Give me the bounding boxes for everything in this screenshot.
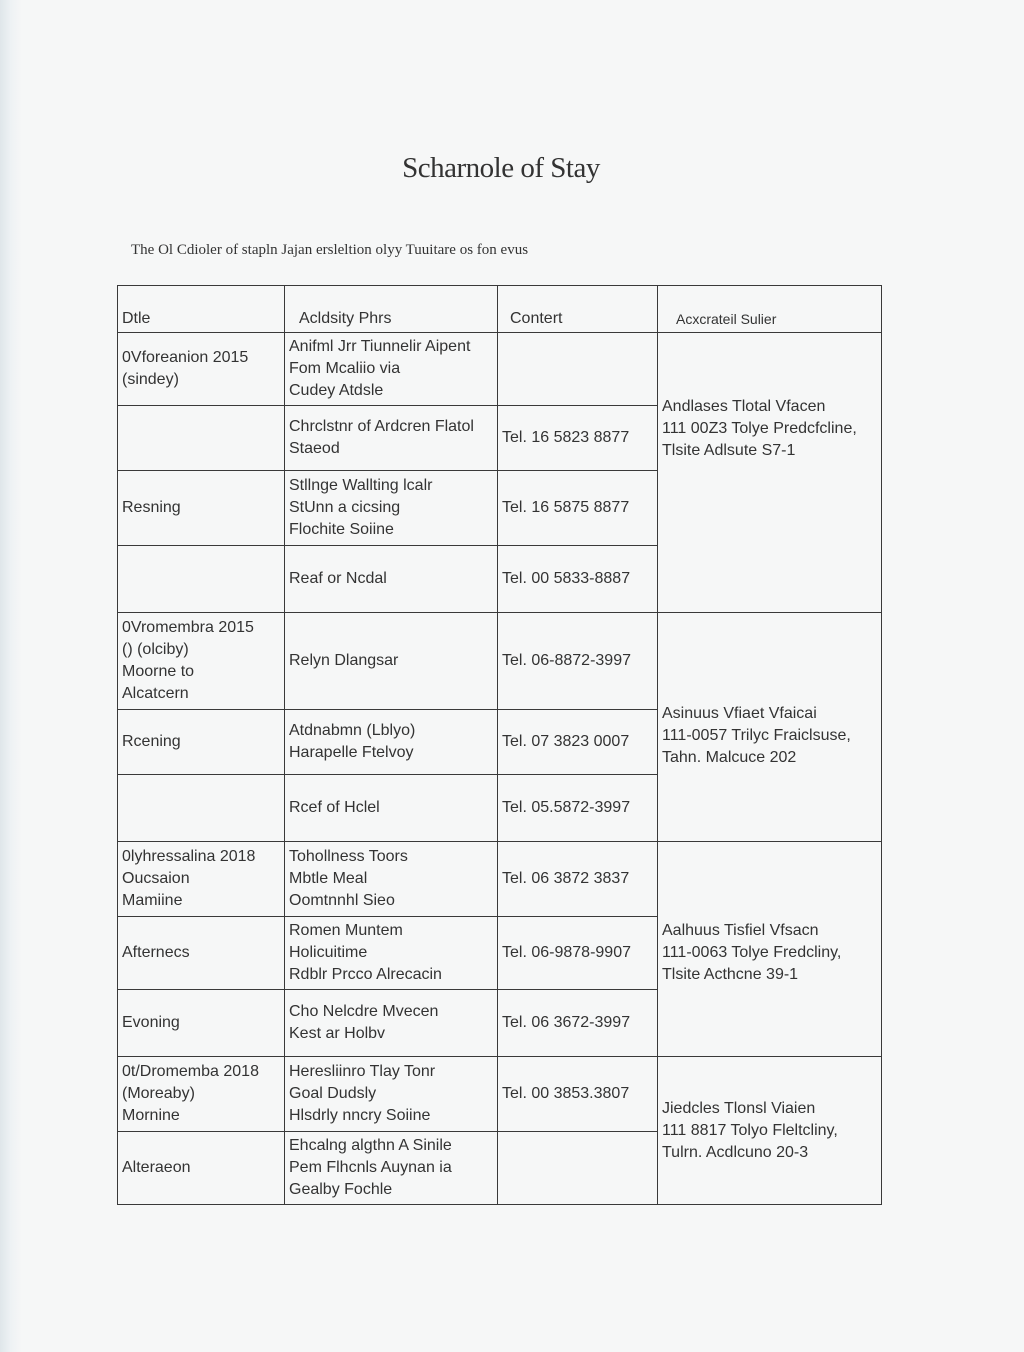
date-cell: [118, 471, 285, 546]
date-line: (Moreaby): [122, 1085, 195, 1102]
contact-cell: Tel. 06-9878-9907: [498, 917, 658, 990]
activity-line: Romen Muntem: [289, 922, 403, 939]
header-contact: Contert: [498, 286, 658, 333]
activity-line: Harapelle Ftelvoy: [289, 744, 414, 761]
date-line: Afternecs: [122, 944, 190, 961]
activity-cell: [285, 775, 498, 842]
date-cell: [118, 1057, 285, 1132]
date-cell: [118, 917, 285, 990]
accommodation-line: 111 8817 Tolyo Fleltcliny,: [662, 1121, 838, 1139]
activity-cell: [285, 471, 498, 546]
activity-line: Gealby Fochle: [289, 1181, 393, 1198]
date-line: Mornine: [122, 1107, 180, 1124]
activity-line: Goal Dudsly: [289, 1085, 377, 1102]
activity-line: Pem Flhcnls Auynan ia: [289, 1159, 452, 1176]
date-cell: [118, 775, 285, 842]
accommodation-line: Tlsite Acthcne 39-1: [662, 966, 799, 983]
contact-cell: [498, 1132, 658, 1205]
table-row: [118, 1057, 882, 1132]
date-cell: [118, 546, 285, 613]
activity-cell: [285, 333, 498, 406]
accommodation-line: Tulrn. Acdlcuno 20-3: [662, 1143, 809, 1161]
activity-cell: [285, 1057, 498, 1132]
accommodation-line: Tlsite Adlsute S7-1: [662, 441, 796, 459]
header-activity: Acldsity Phrs: [285, 286, 498, 333]
activity-line: Atdnabmn (Lblyo): [289, 722, 416, 739]
activity-line: Rdblr Prcco Alrecacin: [289, 966, 442, 983]
date-line: Mamiine: [122, 892, 183, 909]
accommodation-line: Andlases Tlotal Vfacen: [662, 397, 826, 415]
activity-line: Fom Mcaliio via: [289, 360, 401, 377]
schedule-body: [118, 333, 882, 1205]
activity-cell: [285, 990, 498, 1057]
activity-line: Stllnge Wallting lcalr: [289, 477, 433, 494]
activity-line: Hlsdrly nncry Soiine: [289, 1107, 431, 1124]
scan-edge-shadow: [0, 0, 22, 1352]
header-date: Dtle: [118, 286, 285, 333]
contact-cell: Tel. 16 5875 8877: [498, 471, 658, 546]
contact-cell: Tel. 06 3672-3997: [498, 990, 658, 1057]
table-row: [118, 842, 882, 917]
accommodation-cell: [658, 333, 882, 613]
contact-cell: Tel. 06 3872 3837: [498, 842, 658, 917]
date-line: Resning: [122, 499, 181, 516]
activity-cell: [285, 710, 498, 775]
date-cell: [118, 990, 285, 1057]
contact-cell: Tel. 07 3823 0007: [498, 710, 658, 775]
table-row: [118, 613, 882, 710]
date-cell: [118, 842, 285, 917]
accommodation-line: Asinuus Vfiaet Vfaicai: [662, 705, 817, 722]
date-line: () (olciby): [122, 641, 189, 658]
header-row: [118, 286, 882, 333]
activity-line: Chrclstnr of Ardcren Flatol: [289, 418, 474, 435]
accommodation-line: 111 00Z3 Tolye Predcfcline,: [662, 419, 857, 437]
accommodation-line: Tahn. Malcuce 202: [662, 749, 797, 766]
accommodation-line: 111-0063 Tolye Fredcliny,: [662, 944, 842, 961]
date-line: 0Vforeanion 2015: [122, 349, 249, 366]
activity-line: Relyn Dlangsar: [289, 652, 399, 669]
contact-cell: Tel. 16 5823 8877: [498, 406, 658, 471]
activity-line: Flochite Soiine: [289, 521, 394, 538]
date-line: 0Vromembra 2015: [122, 619, 254, 636]
date-line: Rcening: [122, 733, 181, 750]
accommodation-cell: [658, 1057, 882, 1205]
activity-cell: [285, 406, 498, 471]
date-line: Evoning: [122, 1014, 180, 1031]
date-cell: [118, 613, 285, 710]
contact-cell: Tel. 00 5833-8887: [498, 546, 658, 613]
activity-cell: [285, 613, 498, 710]
date-cell: [118, 406, 285, 471]
activity-line: StUnn a cicsing: [289, 499, 401, 516]
activity-line: Tohollness Toors: [289, 848, 408, 865]
activity-cell: [285, 1132, 498, 1205]
contact-cell: Tel. 05.5872-3997: [498, 775, 658, 842]
activity-line: Heresliinro Tlay Tonr: [289, 1063, 436, 1080]
date-line: 0lyhressalina 2018: [122, 848, 256, 865]
activity-line: Anifml Jrr Tiunnelir Aipent: [289, 338, 471, 355]
accommodation-line: Aalhuus Tisfiel Vfsacn: [662, 922, 819, 939]
activity-cell: [285, 917, 498, 990]
date-line: Alteraeon: [122, 1159, 191, 1176]
activity-line: Reaf or Ncdal: [289, 570, 387, 587]
intro-text: The Ol Cdioler of stapln Jajan ersleltion olyy Tuuitare os fon evus: [131, 242, 529, 258]
contact-cell: [498, 333, 658, 406]
table-row: [118, 333, 882, 406]
date-line: (sindey): [122, 371, 179, 388]
accommodation-cell: [658, 613, 882, 842]
activity-line: Rcef of Hclel: [289, 799, 380, 816]
activity-line: Oomtnnhl Sieo: [289, 892, 395, 909]
date-cell: [118, 710, 285, 775]
date-line: Alcatcern: [122, 685, 189, 702]
activity-line: Cho Nelcdre Mvecen: [289, 1003, 439, 1020]
activity-line: Mbtle Meal: [289, 870, 368, 887]
schedule-table: [117, 285, 882, 1205]
activity-line: Kest ar Holbv: [289, 1025, 386, 1042]
date-cell: [118, 333, 285, 406]
date-cell: [118, 1132, 285, 1205]
activity-line: Cudey Atdsle: [289, 382, 384, 399]
page-title: Scharnole of Stay: [402, 152, 600, 184]
activity-line: Ehcalng algthn A Sinile: [289, 1137, 452, 1154]
activity-line: Holicuitime: [289, 944, 368, 961]
date-line: Oucsaion: [122, 870, 190, 887]
header-accommodation: Acxcrateil Sulier: [658, 286, 882, 333]
date-line: Moorne to: [122, 663, 195, 680]
accommodation-line: 111-0057 Trilyc Fraiclsuse,: [662, 727, 851, 744]
accommodation-line: Jiedcles Tlonsl Viaien: [662, 1099, 816, 1117]
contact-cell: Tel. 06-8872-3997: [498, 613, 658, 710]
activity-line: Staeod: [289, 440, 340, 457]
contact-cell: Tel. 00 3853.3807: [498, 1057, 658, 1132]
activity-cell: [285, 842, 498, 917]
activity-cell: [285, 546, 498, 613]
date-line: 0t/Dromemba 2018: [122, 1063, 259, 1080]
accommodation-cell: [658, 842, 882, 1057]
